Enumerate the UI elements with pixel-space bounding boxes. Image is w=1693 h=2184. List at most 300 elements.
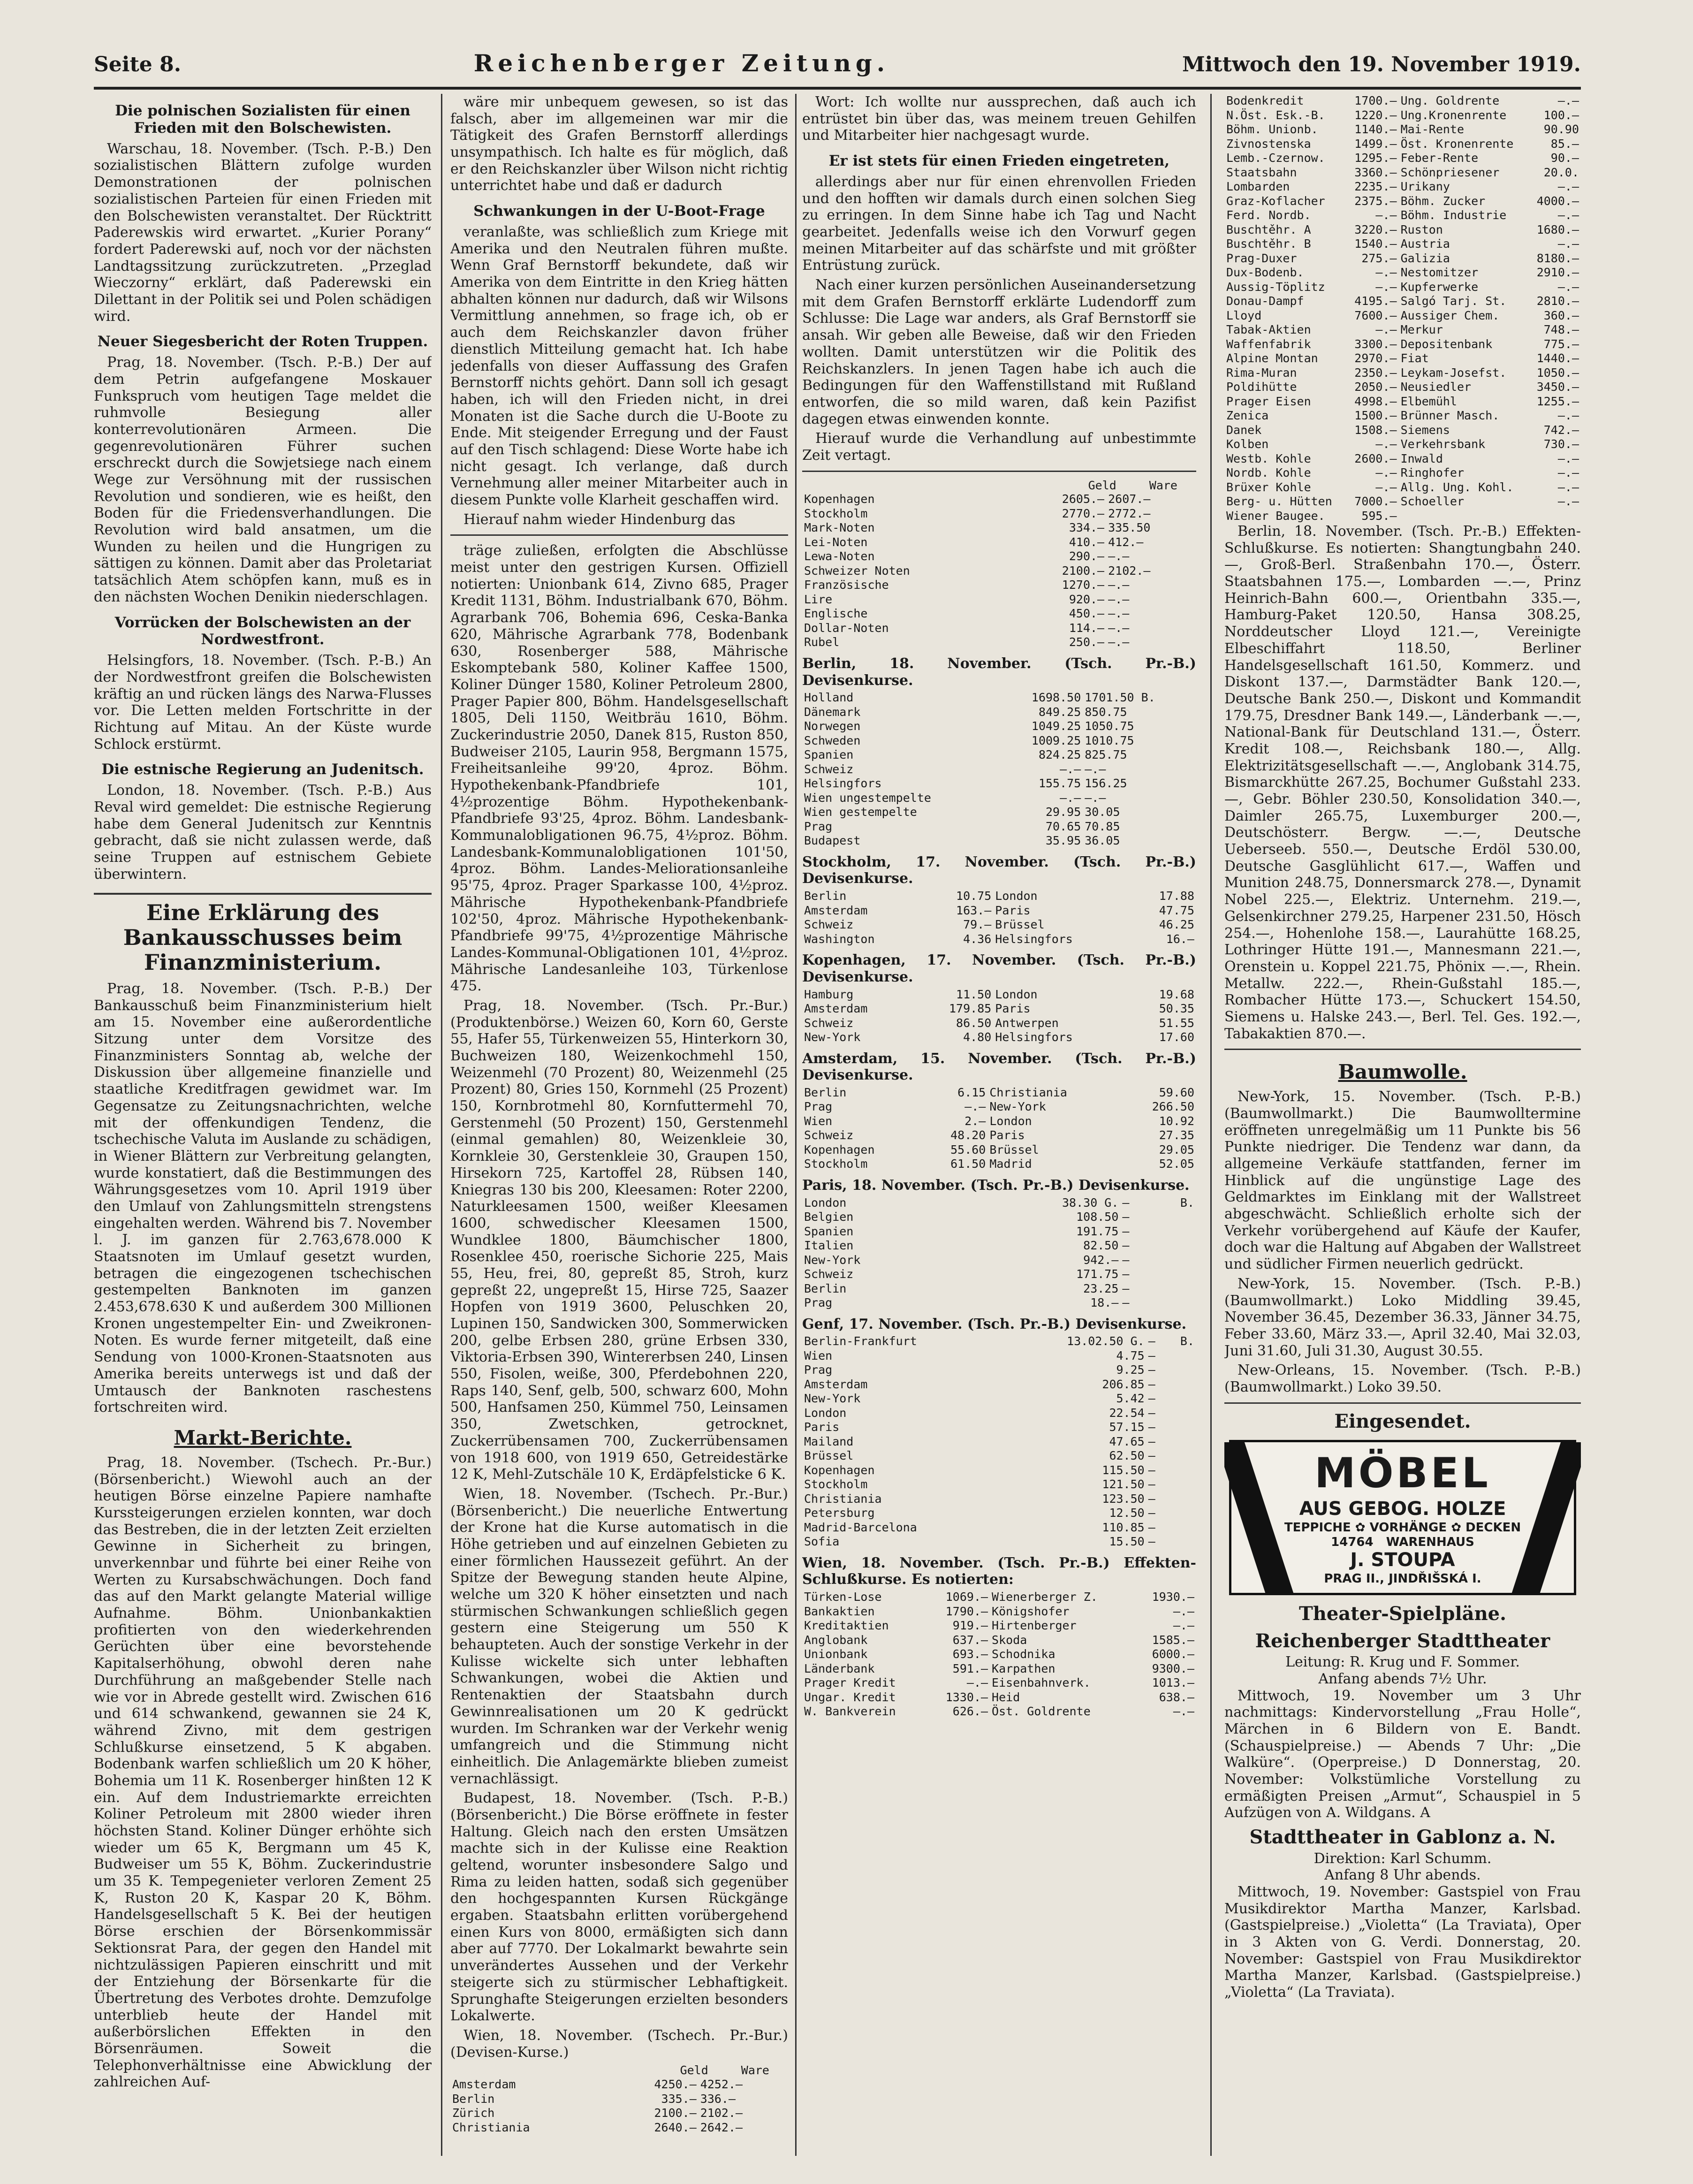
article-body: Wien, 18. November. (Tschech. Pr.-Bur.) (Börsenbericht.) Die neuerliche Entwertung der Krone hat die Kurse automatisch in die Höhe getrieben und auf einzelnen Gebieten zu einer förmlichen Haussezeit geführt. An der Spitze der Bewegung standen heute Alpine, welche um 320 K höher einsetzten und nach stürmischen Schwankungen schließlich gegen gestern eine Steigerung um 550 K behaupteten. Auch der sonstige Verkehr in der Kulisse wickelte sich unter lebhaften Schwankungen, wobei die Aktien und Rentenaktien der Staatsbahn durch Gewinnrealisationen um 20 K gedrückt wurden. Im Schranken war der Verkehr wenig umfangreich und die Stimmung nicht einheitlich. Die Anlagemärkte blieben zumeist vernachlässigt. xyxy=(450,1485,788,1787)
rate-table-title: Wien, 18. November. (Tsch. Pr.-B.) Effekten-Schlußkurse. Es notierten: xyxy=(802,1554,1196,1588)
rate-cell: Brüssel xyxy=(804,1449,854,1463)
rate-row xyxy=(802,1143,1196,1157)
rate-cell: 47.75 xyxy=(1159,903,1194,917)
rate-cell: —.— xyxy=(1108,621,1130,635)
article-body: Warschau, 18. November. (Tsch. P.-B.) Den sozialistischen Blättern zufolge wurden Demonstrationen der polnischen sozialistischen Parteien für einen Frieden mit den Bolschewisten veranstaltet. Der Rücktritt Paderewskis wird erwartet. „Kurier Porany“ fordert Paderewski auf, noch vor der nächsten Landtagssitzung zurückzutreten. „Przeglad Wieczorny“ erklärt, daß Paderewski ein Dilettant in der Politik sei und Polen schädigen wird. xyxy=(94,140,432,325)
page-header xyxy=(94,49,1581,82)
rate-cell: — xyxy=(1122,1224,1130,1238)
rate-cell: 4000.— xyxy=(1536,194,1579,208)
rate-cell: 3360.— xyxy=(1354,165,1397,179)
rate-row xyxy=(1224,509,1581,524)
rate-row xyxy=(802,549,1196,564)
rate-row xyxy=(802,1406,1196,1421)
rate-cell: Schweden xyxy=(804,733,861,747)
rate-row xyxy=(802,535,1196,550)
rate-cell: Schweiz xyxy=(804,1016,854,1030)
rate-row xyxy=(802,1435,1196,1449)
rate-row xyxy=(1224,323,1581,337)
rate-cell: —.— xyxy=(1557,480,1579,494)
rate-row xyxy=(802,1420,1196,1435)
rate-cell: Schweiz xyxy=(804,762,854,776)
rate-cell: 2100.— xyxy=(654,2106,697,2120)
rate-cell: 15.50 xyxy=(1109,1535,1145,1549)
rate-cell: 18.— xyxy=(1090,1296,1119,1310)
rate-cell: 275.— xyxy=(1361,251,1397,265)
rate-cell: —.— xyxy=(966,1676,988,1690)
column-3 xyxy=(802,94,1196,2156)
rate-cell xyxy=(1165,1435,1196,1449)
rate-cell: Petersburg xyxy=(804,1506,875,1520)
rate-cell: —.— xyxy=(1108,592,1130,606)
rate-cell: Inwald xyxy=(1400,451,1443,465)
rate-cell: 595.— xyxy=(1361,509,1397,523)
rate-cell: Hirtenberger xyxy=(992,1619,1077,1633)
rate-cell: — xyxy=(1148,1434,1155,1448)
rate-cell: 1009.25 xyxy=(1031,733,1081,747)
rate-cell: 47.65 xyxy=(1109,1434,1145,1448)
rate-cell: Prag xyxy=(804,1100,833,1114)
rate-cell: Schweiz xyxy=(804,918,854,932)
rate-cell: 123.50 xyxy=(1102,1492,1145,1506)
rate-cell: Dollar-Noten xyxy=(804,621,889,635)
rate-cell: Graz-Koflacher xyxy=(1226,194,1325,208)
rate-cell: Öst. Goldrente xyxy=(992,1705,1091,1719)
rate-cell: Brüssel xyxy=(995,918,1045,932)
rate-row xyxy=(1224,122,1581,137)
rate-cell: —.— xyxy=(1375,208,1397,222)
rate-cell: Feber-Rente xyxy=(1400,151,1479,165)
rate-cell: 59.60 xyxy=(1159,1085,1194,1099)
rate-cell: 171.75 xyxy=(1076,1267,1119,1281)
rate-row xyxy=(450,2106,788,2121)
rate-cell: —.— xyxy=(1108,549,1130,563)
rate-row xyxy=(802,1114,1196,1129)
rate-cell: 3450.— xyxy=(1536,380,1579,394)
rate-cell: —.— xyxy=(1557,409,1579,422)
rate-cell: New-York xyxy=(989,1100,1046,1114)
rate-cell: Paris xyxy=(989,1128,1025,1142)
theater-direction: Leitung: R. Krug und F. Sommer. xyxy=(1285,1654,1520,1671)
rate-cell: Staatsbahn xyxy=(1226,165,1297,179)
rate-cell: — xyxy=(1122,1253,1130,1267)
rate-cell: Mailand xyxy=(804,1434,854,1448)
rate-cell: 626.— xyxy=(952,1705,988,1719)
rate-cell: Prag xyxy=(804,1363,833,1377)
rate-cell: Kupferwerke xyxy=(1400,280,1479,294)
rate-cell: 335.50 xyxy=(1108,521,1151,535)
rate-cell: 38.30 G. xyxy=(1062,1195,1119,1210)
rate-cell xyxy=(1165,1420,1196,1435)
rate-cell: 29.05 xyxy=(1159,1142,1194,1157)
rate-cell: 82.50 xyxy=(1083,1239,1119,1253)
rate-cell: 9.25 xyxy=(1116,1363,1145,1377)
rate-cell: 46.25 xyxy=(1159,918,1194,932)
rate-row xyxy=(1224,337,1581,352)
ad-subheadline: AUS GEBOG. HOLZE xyxy=(1299,1498,1506,1520)
rate-cell: 52.05 xyxy=(1159,1157,1194,1171)
rate-cell: Buschtěhr. A xyxy=(1226,222,1311,236)
rate-cell: Wiener Baugee. xyxy=(1226,509,1325,523)
rate-cell: 55.60 xyxy=(950,1142,986,1157)
rate-cell: Englische xyxy=(804,607,868,621)
article-body: New-York, 15. November. (Tsch. P.-B.) (Baumwollmarkt.) Die Baumwolltermine eröffneten unregelmäßig um 11 Punkte bis 56 Punkte niedriger. Die Tendenz war dann, da allgemeine Verkäufe stattfanden, ferner im Hinblick auf die ungünstige Lage des Geldmarktes im Einklang mit der Wallstreet abgeschwächt. Schließlich erholte sich der Verkehr vorübergehend auf Käufe der Kaufer, doch war die Haltung auf Abgaben der Wallstreet und südlicher Firmen neuerlich gedrückt. xyxy=(1224,1088,1581,1273)
rate-cell: Rubel xyxy=(804,635,840,649)
rate-cell: Ringhofer xyxy=(1400,466,1465,479)
rate-row xyxy=(802,1296,1196,1310)
rate-cell: —.— xyxy=(1375,466,1397,479)
rate-cell: Belgien xyxy=(804,1210,854,1224)
rate-cell: 11.50 xyxy=(956,987,992,1001)
rate-cell: 1255.— xyxy=(1536,394,1579,408)
rate-cell: 6.15 xyxy=(957,1085,986,1099)
rate-cell: 266.50 xyxy=(1152,1100,1194,1114)
rate-cell: 191.75 xyxy=(1076,1224,1119,1238)
rate-row xyxy=(802,564,1196,578)
rate-cell xyxy=(1149,1225,1196,1239)
rate-row xyxy=(802,1349,1196,1363)
rate-row xyxy=(1224,237,1581,251)
rate-cell: 638.— xyxy=(1159,1690,1194,1704)
rate-cell: 9300.— xyxy=(1152,1661,1194,1675)
rate-row xyxy=(802,1705,1196,1719)
rate-cell: — xyxy=(1148,1463,1155,1477)
rate-cell: 3300.— xyxy=(1354,337,1397,351)
rate-cell: Rima-Muran xyxy=(1226,365,1297,380)
rate-cell: Antwerpen xyxy=(995,1016,1059,1030)
rate-cell: — xyxy=(1148,1520,1155,1534)
rate-cell: 1701.50 B. xyxy=(1085,691,1155,705)
rate-cell: —.— xyxy=(1375,266,1397,279)
rate-cell: 2770.— xyxy=(1062,506,1105,520)
theater-program: Mittwoch, 19. November um 3 Uhr nachmittags: Kindervorstellung „Frau Holle“, Märchen in 6 Bildern von E. Bandt. (Schauspielpreise.) — Abends 7 Uhr: „Die Walküre“. (Operpreise.) D Donnerstag, 20. November: Volkstümliche Vorstellung zu ermäßigten Preisen „Armut“, Schauspiel in 5 Aufzügen von A. Wildgans. A xyxy=(1224,1687,1581,1821)
rate-cell: Anglobank xyxy=(804,1633,868,1647)
rate-cell: —.— xyxy=(1557,208,1579,222)
article-body: Prag, 18. November. (Tsch. P.-B.) Der Bankausschuß beim Finanzministerium hielt am 15. November eine außerordentliche Sitzung unter dem Vorsitze des Finanzministers Sonntag ab, welche der Diskussion über allgemeine finanzielle und staatliche Kreditfragen gewidmet war. Im Gegensatze zu Zeitungsnachrichten, welche mit der offenkundigen Tendenz, die tschechische Valuta im Auslande zu schädigen, in Wiener Blättern zur Verbreitung gelangten, wurde konstatiert, daß die Bestimmungen des Währungsgesetzes vom 10. April 1919 über den Umlauf von Zahlungsmitteln strengstens eingehalten werden. Während bis 7. November l. J. im ganzen für 2.763,678.000 K Staatsnoten im Umlauf gesetzt wurden, betragen die eingezogenen tschechischen gestempelten Banknoten im ganzen 2.453,678.630 K und außerdem 300 Millionen Kronen ungestempelter Ein- und Zweikronen-Noten. Es wurde ferner mitgeteilt, daß eine Sendung von 1000-Kronen-Staatsnoten aus Amerika bereits unterwegs ist und daß der Umtausch der Banknoten raschestens fortschreiten wird. xyxy=(94,981,432,1416)
rate-cell: Poldihütte xyxy=(1226,380,1297,394)
rate-cell: London xyxy=(804,1406,847,1420)
rate-row xyxy=(1224,409,1581,423)
rate-cell: 108.50 xyxy=(1076,1210,1119,1224)
rate-cell: 61.50 xyxy=(950,1157,986,1171)
rate-cell: New-York xyxy=(804,1253,861,1267)
rate-cell: —.— xyxy=(1173,1619,1194,1633)
rate-cell: Paris xyxy=(995,1002,1031,1015)
rate-row xyxy=(1224,437,1581,452)
rate-cell: Böhm. Zucker xyxy=(1400,194,1486,208)
rate-row xyxy=(802,1210,1196,1225)
rate-cell: 1295.— xyxy=(1354,151,1397,165)
rate-row xyxy=(450,2092,788,2107)
rate-table-title: Stockholm, 17. November. (Tsch. Pr.-B.) Devisenkurse. xyxy=(802,853,1196,887)
rate-cell: Prager Eisen xyxy=(1226,394,1311,408)
rate-cell: 30.05 xyxy=(1085,805,1120,819)
article-headline: Eine Erklärung des Bankausschusses beim Finanzministerium. xyxy=(94,893,432,975)
rate-cell: 12.50 xyxy=(1109,1506,1145,1520)
rate-cell: — xyxy=(1148,1406,1155,1420)
rate-row xyxy=(802,1128,1196,1143)
rate-cell: Lombarden xyxy=(1226,180,1290,193)
rate-cell: Madrid-Barcelona xyxy=(804,1520,917,1534)
rate-cell: Nestomitzer xyxy=(1400,266,1479,279)
rate-cell: Christiania xyxy=(804,1492,882,1506)
rate-cell: 7000.— xyxy=(1354,495,1397,508)
rate-cell: 742.— xyxy=(1543,423,1579,437)
article-body: allerdings aber nur für einen ehrenvollen Frieden und den hofften wir damals durch einen solchen Sieg zu erringen. In dem Sinne habe ich Tag und Nacht gearbeitet. Jedenfalls weise ich den Vorwurf gegen meinen Mitarbeiter auf das schärfste und mit größter Entrüstung zurück. xyxy=(802,173,1196,274)
rate-cell: 637.— xyxy=(952,1633,988,1647)
rate-cell xyxy=(1529,509,1581,524)
rate-cell: — xyxy=(1148,1535,1155,1549)
article-body: Prag, 18. November. (Tsch. Pr.-Bur.) (Produktenbörse.) Weizen 60, Korn 60, Gerste 55, Hafer 55, Türkenweizen 55, Hinterkorn 30, Buchweizen 180, Weizenkochmehl 150, Weizenmehl (70 Prozent) 80, Weizenmehl (25 Prozent) 80, Gries 150, Kornmehl (25 Prozent) 150, Kornbrotmehl 80, Kornfuttermehl 70, Gerstenmehl (50 Prozent) 150, Gerstenmehl (einmal gemahlen) 80, Weizenkleie 30, Kornkleie 30, Gerstenkleie 30, Graupen 150, Hirsekorn 725, Kartoffel 28, Rübsen 140, Kniegras 130 bis 200, Kleesamen: Roter 2200, Naturkleesamen 1500, weißer Kleesamen 1600, schwedischer Kleesamen 1500, Wundklee 1800, Bäumchischer 1800, Rosenklee 450, roerische Sichorie 225, Mais 55, Heu, frei, 80, gepreßt 85, Stroh, kurz gepreßt 22, ungepreßt 15, Hirse 725, Saazer Hopfen von 1919 3600, Peluschken 20, Lupinen 150, Sandwicken 300, Sommerwicken 200, gelbe Erbsen 280, grüne Erbsen 330, Viktoria-Erbsen 390, Wintererbsen 240, Linsen 550, Fisolen, weiße, 300, Pferdebohnen 220, Raps 140, Senf, gelb, 500, schwarz 600, Mohn 500, Hanfsamen 250, Kümmel 750, Leinsamen 350, Zwetschken, getrocknet, Zuckerrübensamen 700, Zuckerrübensamen von 1918 600, von 1919 650, Getreidestärke 12 K, Mehl-Zutschäle 10 K, Erdäpfelsticke 6 K. xyxy=(450,997,788,1483)
rate-table-header: Geld Ware xyxy=(1088,478,1177,492)
rate-cell: —.— xyxy=(1375,437,1397,451)
rate-cell: Madrid xyxy=(989,1157,1032,1171)
rate-row xyxy=(1224,180,1581,194)
article-body: Hierauf wurde die Verhandlung auf unbestimmte Zeit vertagt. xyxy=(802,430,1196,464)
rate-row xyxy=(1224,223,1581,237)
article-body: London, 18. November. (Tsch. P.-B.) Aus Reval wird gemeldet: Die estnische Regierung habe dem General Judenitsch zur Kenntnis gebracht, daß sie nicht zulassen werde, daß seine Truppen auf estnischem Gebiete überwintern. xyxy=(94,782,432,883)
rate-row xyxy=(802,820,1196,834)
article-body: Helsingfors, 18. November. (Tsch. P.-B.) An der Nordwestfront greifen die Bolschewisten kräftig an und rücken längs des Narwa-Flusses vor. Die Letten melden Fortschritte in der Richtung auf Mitau. An der Küste wurde Schlock erstürmt. xyxy=(94,652,432,753)
rate-table-title: Amsterdam, 15. November. (Tsch. Pr.-B.) Devisenkurse. xyxy=(802,1050,1196,1084)
theater-program: Mittwoch, 19. November: Gastspiel von Frau Musikdirektor Martha Manzer, Karlsbad. (Gastspielpreise.) „Violetta“ (La Traviata), Oper in 3 Akten von G. Verdi. Donnerstag, 20. November: Gastspiel von Frau Musikdirektor Martha Manzer, Karlsbad. (Gastspielpreise.) „Violetta“ (La Traviata). xyxy=(1224,1884,1581,2001)
rate-row xyxy=(802,607,1196,621)
rate-row xyxy=(802,1253,1196,1268)
article-body: Nach einer kurzen persönlichen Auseinandersetzung mit dem Grafen Bernstorff erklärte Ludendorff zum Schlusse: Die Lage war anders, als Graf Bernstorff sie ansah. Wir geben alle Beweise, daß wir den Frieden wollten. Damit unterstützen wir die Politik des Reichskanzlers. In jenen Tagen habe ich auch die Bedingungen für den Waffenstillstand mit Rußland entworfen, die so mild waren, daß kein Pazifist dagegen etwas einwenden konnte. xyxy=(802,277,1196,427)
rate-cell: 2600.— xyxy=(1354,451,1397,465)
rate-cell: Ferd. Nordb. xyxy=(1226,208,1311,222)
rate-cell: —.— xyxy=(1060,762,1081,776)
rate-cell: 2100.— xyxy=(1062,563,1105,578)
rate-row xyxy=(802,1506,1196,1521)
theater-start-time: Anfang 8 Uhr abends. xyxy=(1324,1867,1481,1884)
rate-cell: — xyxy=(1122,1281,1130,1295)
rate-table-title: Kopenhagen, 17. November. (Tsch. Pr.-B.) Devisenkurse. xyxy=(802,952,1196,985)
rate-cell: 2050.— xyxy=(1354,380,1397,394)
rate-cell xyxy=(1165,1349,1196,1363)
rate-cell: W. Bankverein xyxy=(804,1705,896,1719)
rate-cell: —.— xyxy=(1173,1705,1194,1719)
column-1 xyxy=(94,94,432,2156)
rate-cell: — xyxy=(1122,1267,1130,1281)
rate-cell: Mark-Noten xyxy=(804,521,875,535)
rate-cell: 2642.— xyxy=(700,2120,743,2134)
rate-cell xyxy=(1165,1377,1196,1392)
column-divider xyxy=(795,94,797,2156)
rate-cell: Amsterdam xyxy=(804,1002,868,1015)
rate-cell: Budapest xyxy=(804,834,861,848)
rate-cell: 2375.— xyxy=(1354,194,1397,208)
rate-row xyxy=(802,776,1196,791)
rate-row xyxy=(1224,309,1581,323)
article-body: Prag, 18. November. (Tsch. P.-B.) Der auf dem Petrin aufgefangene Moskauer Funkspruch vom heutigen Tage meldet die ruhmvolle Besiegung aller konterrevolutionären Armeen. Die gegenrevolutionären Führer suchen erschreckt durch die Sowjetsiege nach einem Wege zur Versöhnung mit der russischen Revolution und sondieren, wie es heißt, den Boden für die Friedensverhandlungen. Die Revolution wird bald ansatmen, um die Wunden zu heilen und die Hungrigen zu sättigen zu können. Damit aber das Proletariat tatsächlich Atem schöpfen kann, muß es in den nächsten Wochen Denikin niederschlagen. xyxy=(94,354,432,605)
rate-cell: Brüssel xyxy=(989,1142,1039,1157)
rate-table xyxy=(450,2077,788,2135)
rate-cell: Austria xyxy=(1400,237,1450,251)
rate-cell: 1698.50 xyxy=(1031,691,1081,705)
rate-cell xyxy=(1149,1253,1196,1268)
rate-row xyxy=(450,2077,788,2092)
rate-cell: Amsterdam xyxy=(804,1377,868,1391)
rate-row xyxy=(802,1535,1196,1549)
rate-cell: Lire xyxy=(804,592,833,606)
rate-cell: Lei-Noten xyxy=(804,535,868,549)
rate-cell: —.— xyxy=(1085,791,1106,805)
rate-cell: Wien ungestempelte xyxy=(804,791,931,805)
rate-cell: —.— xyxy=(1557,466,1579,479)
rate-cell: 825.75 xyxy=(1085,748,1127,762)
rate-table xyxy=(802,1196,1196,1310)
rate-row xyxy=(802,705,1196,720)
rate-row xyxy=(1224,208,1581,223)
section-title: Markt-Berichte. xyxy=(174,1426,352,1449)
rate-cell xyxy=(1165,1535,1196,1549)
article-body: New-York, 15. November. (Tsch. P.-B.) (Baumwollmarkt.) Loko Middling 39.45, November 36.45, Dezember 36.33, Jänner 34.75, Feber 33.60, März 33.—, April 32.40, Mai 32.03, Juni 31.60, Juli 31.30, August 30.55. xyxy=(1224,1275,1581,1359)
rate-cell: 2102.— xyxy=(700,2106,743,2120)
rate-cell: 29.95 xyxy=(1045,805,1081,819)
rate-cell: 1499.— xyxy=(1354,137,1397,151)
rate-row xyxy=(802,1377,1196,1392)
rate-cell: Schodnika xyxy=(992,1647,1055,1661)
rate-cell: 450.— xyxy=(1069,607,1105,621)
rate-cell: Depositenbank xyxy=(1400,337,1493,351)
rate-cell: Paris xyxy=(804,1420,840,1434)
rate-cell: 1930.— xyxy=(1152,1590,1194,1604)
rate-cell: —.— xyxy=(1060,791,1081,805)
rate-table xyxy=(802,988,1196,1045)
rate-cell xyxy=(1149,1282,1196,1296)
column-4 xyxy=(1224,94,1581,2156)
article-body: Hierauf nahm wieder Hindenburg das xyxy=(463,511,736,528)
rate-cell: —.— xyxy=(964,1100,986,1114)
rate-cell: 163.— xyxy=(956,903,992,917)
rate-row xyxy=(802,492,1196,507)
rate-cell: 1508.— xyxy=(1354,423,1397,437)
rate-cell: Washington xyxy=(804,932,875,946)
rate-row xyxy=(802,1605,1196,1619)
rate-cell: —.— xyxy=(1375,323,1397,336)
rate-cell: Fiat xyxy=(1400,351,1429,365)
article-headline: Die polnischen Sozialisten für einen Frieden mit den Bolschewisten. xyxy=(115,102,410,137)
rate-cell: 121.50 xyxy=(1102,1477,1145,1492)
rate-row xyxy=(802,1590,1196,1605)
rate-cell: 919.— xyxy=(952,1619,988,1633)
rate-row xyxy=(1224,194,1581,209)
rate-row xyxy=(802,918,1196,932)
rate-row xyxy=(802,521,1196,535)
page-number: Seite 8. xyxy=(94,53,182,76)
column-divider xyxy=(441,94,442,2156)
rate-cell: 1700.— xyxy=(1354,94,1397,107)
rate-row xyxy=(802,1002,1196,1016)
rate-row xyxy=(450,2121,788,2135)
rate-cell: London xyxy=(989,1114,1032,1128)
rate-row xyxy=(1224,495,1581,509)
rate-row xyxy=(802,762,1196,777)
rate-cell: Prag xyxy=(804,819,833,833)
rate-row xyxy=(802,805,1196,820)
rate-cell: 79.— xyxy=(963,918,992,932)
rate-cell: Norwegen xyxy=(804,719,861,733)
rate-cell: 1680.— xyxy=(1536,222,1579,236)
rate-cell: Heid xyxy=(992,1690,1020,1704)
rate-table-title: Genf, 17. November. (Tsch. Pr.-B.) Devisenkurse. xyxy=(802,1316,1187,1332)
rate-cell: 115.50 xyxy=(1102,1463,1145,1477)
rate-cell: — xyxy=(1122,1239,1130,1253)
rate-row xyxy=(802,1662,1196,1676)
rate-cell: 1220.— xyxy=(1354,108,1397,122)
rate-cell: 2772.— xyxy=(1108,506,1151,520)
rate-cell: Berlin-Frankfurt xyxy=(804,1334,917,1348)
rate-cell: Berlin xyxy=(804,1085,847,1099)
rate-row xyxy=(802,1157,1196,1172)
rate-cell: Schweizer Noten xyxy=(804,563,910,578)
rate-cell: 4250.— xyxy=(654,2077,697,2091)
rate-row xyxy=(802,578,1196,593)
rate-cell: 1049.25 xyxy=(1031,719,1081,733)
ad-address: PRAG II., JINDŘIŠSKÁ I. xyxy=(1324,1572,1481,1586)
rate-cell: 19.68 xyxy=(1159,987,1194,1001)
rate-cell: Schweiz xyxy=(804,1128,854,1142)
rate-cell xyxy=(1165,1492,1196,1507)
rate-cell: Tabak-Aktien xyxy=(1226,323,1311,336)
rate-row xyxy=(1224,351,1581,366)
rate-cell: 36.05 xyxy=(1085,834,1120,848)
rate-row xyxy=(802,1086,1196,1100)
rate-cell: Sofia xyxy=(804,1535,840,1549)
rate-cell: New-York xyxy=(804,1392,861,1406)
rate-table xyxy=(802,1590,1196,1719)
rate-cell: Bankaktien xyxy=(804,1604,875,1618)
rate-cell: 1440.— xyxy=(1536,351,1579,365)
rate-cell: Lemb.-Czernow. xyxy=(1226,151,1325,165)
ad-phone: 14764 xyxy=(1331,1535,1374,1549)
rate-cell: 4.80 xyxy=(963,1030,992,1044)
rate-row xyxy=(802,1196,1196,1210)
rate-cell: Skoda xyxy=(992,1633,1027,1647)
rate-row xyxy=(802,1492,1196,1507)
rate-row xyxy=(802,1334,1196,1349)
article-body: Prag, 18. November. (Tschech. Pr.-Bur.) (Börsenbericht.) Wiewohl auch an der heutigen Börse einzelne Papiere namhafte Kurssteigerungen erzielen konnten, war doch das Bestreben, die in der letzten Zeit erzielten Gewinne in Sicherheit zu bringen, unverkennbar und führte bei einer Reihe von Werten zu Kursabschwächungen. Doch fand das auf den Markt gelangte Material willige Aufnahme. Böhm. Unionbankaktien profitierten von den wiederkehrenden Gerüchten über eine bevorstehende Kapitalserhöhung, obwohl deren nahe Durchführung an maßgebender Stelle nach wie vor in Abrede gestellt wird. Zwischen 616 und 614 schwankend, gewannen sie 24 K, während Zivno, mit dem gestrigen Schlußkurse einsetzend, 5 K abgaben. Bodenbank warfen schließlich um 20 K höher, Bohemia um 11 K. Rosenberger hinßten 12 K ein. Auf dem Industriemarkte erreichten Koliner Petroleum mit 2800 wieder ihren höchsten Stand. Koliner Dünger erhöhte sich wieder um 65 K, Bergmann um 45 K, Budweiser um 55 K, Böhm. Zuckerindustrie um 35 K. Tempegenieter verloren Zement 25 K, Ruston 20 K, Kaspar 20 K, Böhm. Handelsgesellschaft 5 K. Bei der heutigen Börse erschien der Börsenkommissär Sektionsrat Para, der gegen den Handel mit nichtzulässigen Papieren einschritt und mit der Entziehung der Börsenkarte für die Übertretung des Verbotes drohte. Demzufolge unterblieb heute der Handel mit außerbörslichen Effekten in den Börsenräumen. Soweit die Telephonverhältnisse eine Abwicklung der zahlreichen Auf- xyxy=(94,1454,432,2091)
rate-cell: Lewa-Noten xyxy=(804,549,875,563)
rate-cell: — xyxy=(1148,1449,1155,1463)
rate-row xyxy=(802,1633,1196,1648)
rate-cell: 730.— xyxy=(1543,437,1579,451)
article-headline: Vorrücken der Bolschewisten an der Nordwestfront. xyxy=(114,614,411,648)
rate-cell: 110.85 xyxy=(1102,1520,1145,1534)
rate-cell: —.— xyxy=(1557,280,1579,294)
rate-cell: 2910.— xyxy=(1536,266,1579,279)
rate-cell: 4998.— xyxy=(1354,394,1397,408)
rate-cell: Stockholm xyxy=(804,1157,868,1171)
rate-cell: Italien xyxy=(804,1239,854,1253)
rate-cell: —.— xyxy=(1375,280,1397,294)
section-title: Theater-Spielpläne. xyxy=(1298,1602,1507,1625)
rate-cell: Lloyd xyxy=(1226,308,1262,322)
rate-cell: Hamburg xyxy=(804,987,854,1001)
rate-cell: 1050.— xyxy=(1536,365,1579,380)
rate-cell: Zürich xyxy=(452,2106,495,2120)
rate-cell: 412.— xyxy=(1108,535,1144,549)
rate-cell: 90.90 xyxy=(1543,122,1579,136)
rate-row xyxy=(802,1690,1196,1705)
rate-cell xyxy=(1149,1210,1196,1225)
rate-row xyxy=(1224,366,1581,380)
rate-row xyxy=(802,988,1196,1002)
rate-cell: 334.— xyxy=(1069,521,1105,535)
rate-cell: 20.0. xyxy=(1543,165,1579,179)
rate-cell: Ung. Goldrente xyxy=(1400,94,1500,107)
rate-cell: Galizia xyxy=(1400,251,1450,265)
